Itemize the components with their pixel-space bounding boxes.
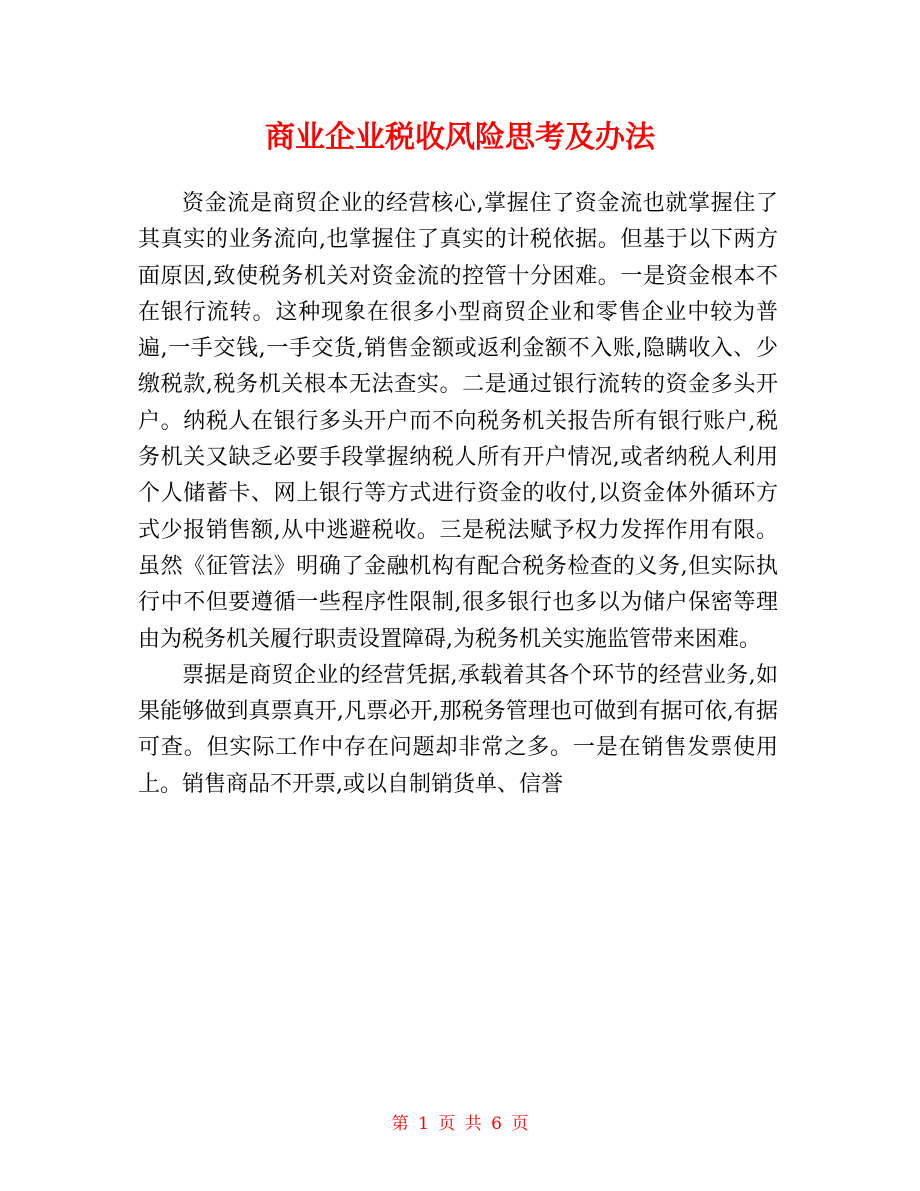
page-number-footer: 第 1 页 共 6 页 [391,1114,529,1134]
document-body [138,186,778,803]
paragraph-2: 票据是商贸企业的经营凭据,承载着其各个环节的经营业务,如果能够做到真票真开,凡票必开,那税务管理也可做到有据可依,有据可查。但实际工作中存在问题却非常之多。一是在销售发票使用上。销售商品不开票,或以自制销货单、信誉 [138,662,778,797]
paragraph-1: 资金流是商贸企业的经营核心,掌握住了资金流也就掌握住了其真实的业务流向,也掌握住了真实的计税依据。但基于以下两方面原因,致使税务机关对资金流的控管十分困难。一是资金根本不在银行流转。这种现象在很多小型商贸企业和零售企业中较为普遍,一手交钱,一手交货,销售金额或返利金额不入账,隐瞒收入、少缴税款,税务机关根本无法查实。二是通过银行流转的资金多头开户。纳税人在银行多头开户而不向税务机关报告所有银行账户,税务机关又缺乏必要手段掌握纳税人所有开户情况,或者纳税人利用个人储蓄卡、网上银行等方式进行资金的收付,以资金体外循环方式少报销售额,从中逃避税收。三是税法赋予权力发挥作用有限。虽然《征管法》明确了金融机构有配合税务检查的义务,但实际执行中不但要遵循一些程序性限制,很多银行也多以为储户保密等理由为税务机关履行职责设置障碍,为税务机关实施监管带来困难。 [138,191,778,652]
document-title: 商业企业税收风险思考及办法 [265,120,655,155]
